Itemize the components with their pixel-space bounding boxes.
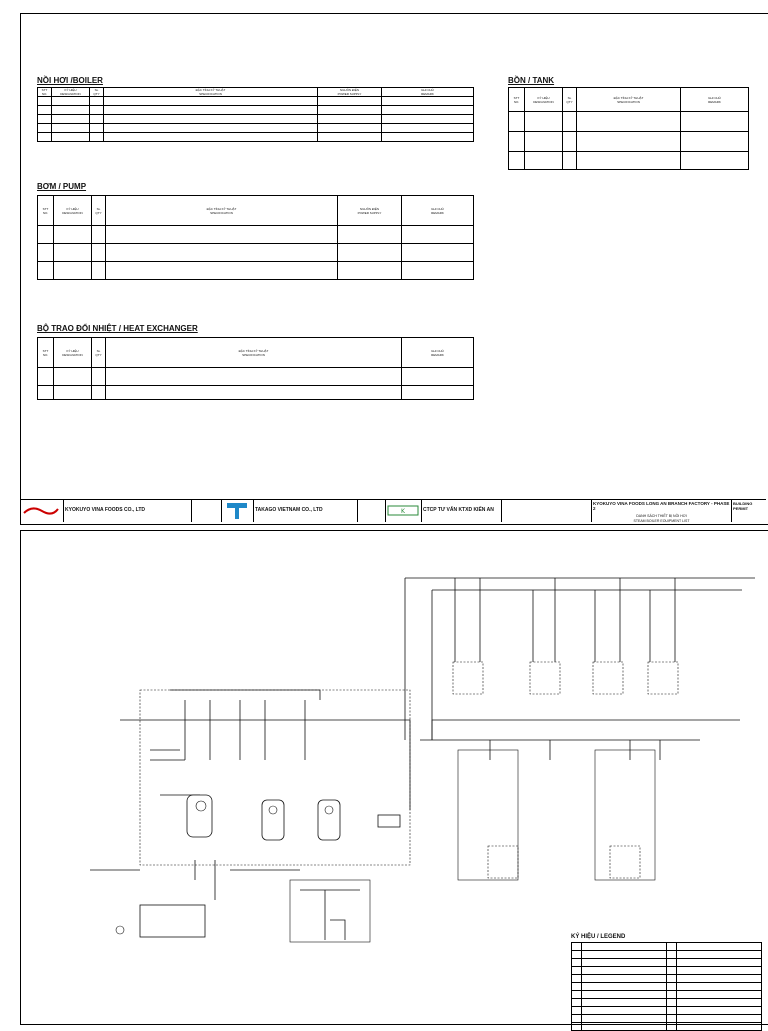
legend-text <box>677 943 762 951</box>
gauge-symbol <box>269 806 277 814</box>
room-outline <box>595 750 655 880</box>
legend-text <box>582 967 667 975</box>
legend <box>571 934 761 1031</box>
header-power: NGUỒN ĐIỆN POWER SUPPLY <box>318 88 382 97</box>
header-remark: GHI CHÚ REMARK <box>681 88 749 112</box>
drawing-title: DANH SÁCH THIẾT BỊ NỒI HƠI STEAM BOILER EQUIPMENT LIST <box>633 514 690 522</box>
header-spec: ĐẶC TÍNH KỸ THUẬT SPECIFICATION <box>104 88 318 97</box>
legend-symbol <box>572 999 582 1007</box>
legend-text <box>677 1007 762 1015</box>
heat-exchanger-section-title: BỘ TRAO ĐỔI NHIỆT / HEAT EXCHANGER <box>37 324 198 333</box>
process-pipe <box>195 860 215 900</box>
legend-row <box>572 1007 762 1015</box>
legend-symbol <box>667 1007 677 1015</box>
legend-symbol <box>667 959 677 967</box>
consultant-name: TAKAGO VIETNAM CO., LTD <box>253 500 357 522</box>
legend-row <box>572 959 762 967</box>
inset-detail <box>290 880 370 942</box>
legend-text <box>582 999 667 1007</box>
legend-text <box>677 1015 762 1023</box>
equipment-box <box>488 846 518 878</box>
legend-symbol <box>667 967 677 975</box>
tank-section-title: BỒN / TANK <box>508 76 555 85</box>
steam-header-pipe <box>405 578 755 590</box>
legend-text <box>582 983 667 991</box>
legend-symbol <box>572 983 582 991</box>
equipment-box <box>648 662 678 694</box>
legend-row <box>572 999 762 1007</box>
contractor-name: CTCP TƯ VẤN KTXD KIẾN AN <box>421 500 501 522</box>
legend-text <box>677 991 762 999</box>
legend-symbol <box>572 1015 582 1023</box>
pump-section-title: BƠM / PUMP <box>37 182 87 191</box>
header-no: STT NO. <box>38 88 52 97</box>
legend-text <box>582 951 667 959</box>
header-no: STT NO. <box>38 196 54 226</box>
svg-text:K: K <box>401 508 405 515</box>
header-designation: KÝ HIỆU DESIGNATION <box>52 88 90 97</box>
stage-label: BUILDING PERMIT <box>733 501 753 511</box>
vessel-shape <box>140 905 205 937</box>
header-designation: KÝ HIỆU DESIGNATION <box>525 88 563 112</box>
legend-symbol <box>667 975 677 983</box>
legend-text <box>677 983 762 991</box>
header-qty: SL QTY <box>92 196 106 226</box>
header-remark: GHI CHÚ REMARK <box>382 88 474 97</box>
legend-title: KÝ HIỆU / LEGEND <box>571 934 626 940</box>
legend-row <box>572 943 762 951</box>
equipment-box <box>610 846 640 878</box>
legend-text <box>677 975 762 983</box>
legend-symbol <box>667 999 677 1007</box>
header-designation: KÝ HIỆU DESIGNATION <box>54 338 92 368</box>
branch-pipe <box>455 578 650 662</box>
legend-row <box>572 967 762 975</box>
legend-row <box>572 1015 762 1023</box>
legend-symbol <box>667 943 677 951</box>
gauge-symbol <box>325 806 333 814</box>
equipment-box <box>593 662 623 694</box>
process-pipe <box>170 690 320 760</box>
header-remark: GHI CHÚ REMARK <box>402 338 474 368</box>
return-header-pipe <box>432 720 740 740</box>
legend-row <box>572 975 762 983</box>
equipment-box <box>453 662 483 694</box>
legend-symbol <box>667 1015 677 1023</box>
legend-symbol <box>667 991 677 999</box>
legend-text <box>582 1007 667 1015</box>
legend-symbol <box>667 983 677 991</box>
header-spec: ĐẶC TÍNH KỸ THUẬT SPECIFICATION <box>106 196 338 226</box>
legend-text <box>582 975 667 983</box>
legend-symbol <box>572 943 582 951</box>
header-designation: KÝ HIỆU DESIGNATION <box>54 196 92 226</box>
header-spec: ĐẶC TÍNH KỸ THUẬT SPECIFICATION <box>577 88 681 112</box>
header-spec: ĐẶC TÍNH KỸ THUẬT SPECIFICATION <box>106 338 402 368</box>
legend-text <box>677 951 762 959</box>
legend-text <box>677 999 762 1007</box>
header-qty: SL QTY <box>90 88 104 97</box>
legend-symbol <box>572 1007 582 1015</box>
legend-symbol <box>572 991 582 999</box>
legend-row <box>572 991 762 999</box>
header-power: NGUỒN ĐIỆN POWER SUPPLY <box>338 196 402 226</box>
riser-pipe <box>405 578 700 740</box>
boiler-section-title: NỒI HƠI /BOILER <box>37 76 103 85</box>
header-no: STT NO. <box>509 88 525 112</box>
gauge-symbol <box>116 926 124 934</box>
equipment-box <box>530 662 560 694</box>
legend-symbol <box>667 951 677 959</box>
legend-text <box>677 967 762 975</box>
legend-symbol <box>572 975 582 983</box>
legend-text <box>582 943 667 951</box>
process-pipe <box>150 750 200 795</box>
legend-symbol <box>572 967 582 975</box>
inset-pipe <box>300 890 360 940</box>
branch-pipe <box>480 578 675 662</box>
legend-symbol <box>572 951 582 959</box>
vessel-shape <box>378 815 400 827</box>
legend-table <box>571 942 762 1031</box>
project-name: KYOKUYO VINA FOODS LONG AN BRANCH FACTORY - PHASE 2 DANH SÁCH THIẾT BỊ NỒI HƠI STEAM BOILER EQUIPMENT LIST <box>593 501 730 522</box>
header-remark: GHI CHÚ REMARK <box>402 196 474 226</box>
header-qty: SL QTY <box>92 338 106 368</box>
header-no: STT NO. <box>38 338 54 368</box>
gauge-symbol <box>196 801 206 811</box>
legend-symbol <box>572 959 582 967</box>
legend-text <box>582 991 667 999</box>
legend-row <box>572 983 762 991</box>
legend-text <box>677 959 762 967</box>
legend-text <box>582 959 667 967</box>
owner-name: KYOKUYO VINA FOODS CO., LTD <box>63 500 191 522</box>
legend-row <box>572 951 762 959</box>
header-qty: SL QTY <box>563 88 577 112</box>
legend-text <box>582 1015 667 1023</box>
